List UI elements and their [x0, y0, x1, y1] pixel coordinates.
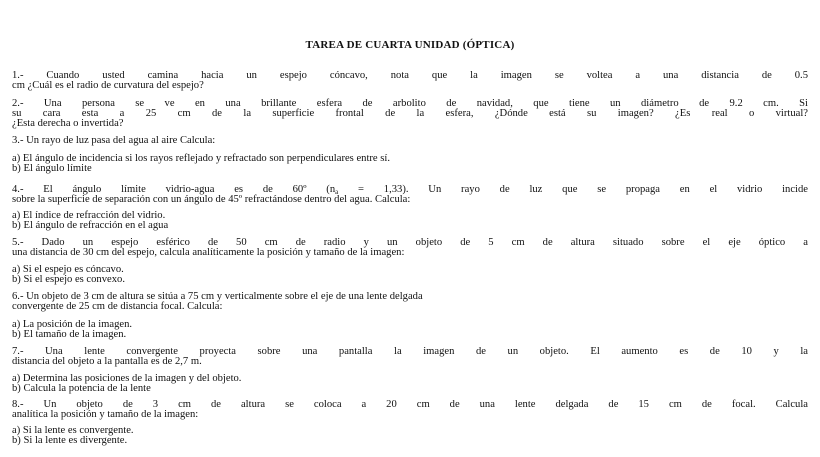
question-text-line: convergente de 25 cm de distancia focal. Calcula:	[12, 301, 223, 312]
answer-item: a) El ángulo de incidencia si los rayos reflejado y refractado son perpendiculares entre sí.	[12, 153, 390, 164]
question-6-items	[12, 320, 808, 340]
answer-item: b) Si la lente es divergente.	[12, 435, 128, 446]
question-7-items	[12, 374, 808, 394]
question-5	[12, 238, 808, 258]
answer-item: a) Si el espejo es cóncavo.	[12, 264, 124, 275]
question-text-line: 5.- Dado un espejo esférico de 50 cm de radio y un objeto de 5 cm de altura situado sobre el eje óptico a	[12, 237, 808, 248]
answer-item: b) Si el espejo es convexo.	[12, 274, 125, 285]
question-text-line: 8.- Un objeto de 3 cm de altura se coloca a 20 cm de una lente delgada de 15 cm de focal. Calcula	[12, 399, 808, 410]
question-text-line: cm ¿Cuál es el radio de curvatura del espejo?	[12, 80, 204, 91]
question-1	[12, 71, 808, 91]
answer-item: b) El ángulo de refracción en el agua	[12, 220, 169, 231]
question-text-part: 4.- El ángulo límite vidrio-agua es de 60º (n	[12, 184, 336, 195]
question-8-items	[12, 426, 808, 446]
answer-item: a) La posición de la imagen.	[12, 319, 133, 330]
answer-item: a) Determina las posiciones de la imagen y del objeto.	[12, 373, 242, 384]
question-5-items	[12, 265, 808, 285]
question-text-part: = 1,33). Un rayo de luz que se propaga en el vidrio incide	[338, 184, 808, 195]
answer-item: a) El índice de refracción del vidrio.	[12, 210, 166, 221]
question-3-items	[12, 154, 808, 174]
document-title: TAREA DE CUARTA UNIDAD (ÓPTICA)	[305, 39, 515, 51]
answer-item: b) El ángulo límite	[12, 163, 92, 174]
question-text-line: 7.- Una lente convergente proyecta sobre una pantalla la imagen de un objeto. El aumento es de 10 y la	[12, 346, 808, 357]
question-text-line: sobre la superficie de separación con un ángulo de 45º refractándose dentro del agua. Calcula:	[12, 194, 411, 205]
question-text-line: 2.- Una persona se ve en una brillante esfera de arbolito de navidad, que tiene un diámetro de 9.2 cm. Si	[12, 98, 808, 109]
question-text-line: 6.- Un objeto de 3 cm de altura se sitúa a 75 cm y verticalmente sobre el eje de una lente delgada	[12, 291, 423, 302]
answer-item: b) Calcula la potencia de la lente	[12, 383, 151, 394]
question-text-line: 1.- Cuando usted camina hacia un espejo cóncavo, nota que la imagen se voltea a una distancia de 0.5	[12, 70, 808, 81]
question-7	[12, 347, 808, 367]
question-4-items	[12, 211, 808, 231]
question-text-line: ¿Esta derecha o invertida?	[12, 118, 124, 129]
question-text-line: distancia del objeto a la pantalla es de 2,7 m.	[12, 356, 202, 367]
question-6	[12, 292, 808, 312]
answer-item: b) El tamaño de la imagen.	[12, 329, 127, 340]
subscript: a	[335, 188, 339, 196]
question-text-line: su cara esta a 25 cm de la superficie frontal de la esfera, ¿Dónde está su imagen? ¿Es real o virtual?	[12, 108, 808, 119]
question-3	[12, 136, 808, 146]
question-text-line: 3.- Un rayo de luz pasa del agua al aire Calcula:	[12, 135, 216, 146]
question-4	[12, 185, 808, 205]
question-text-line: analítica la posición y tamaño de la imagen:	[12, 409, 199, 420]
question-2	[12, 99, 808, 129]
answer-item: a) Si la lente es convergente.	[12, 425, 134, 436]
question-8	[12, 400, 808, 420]
question-text-line: una distancia de 30 cm del espejo, calcula analíticamente la posición y tamaño de la imagen:	[12, 247, 405, 258]
